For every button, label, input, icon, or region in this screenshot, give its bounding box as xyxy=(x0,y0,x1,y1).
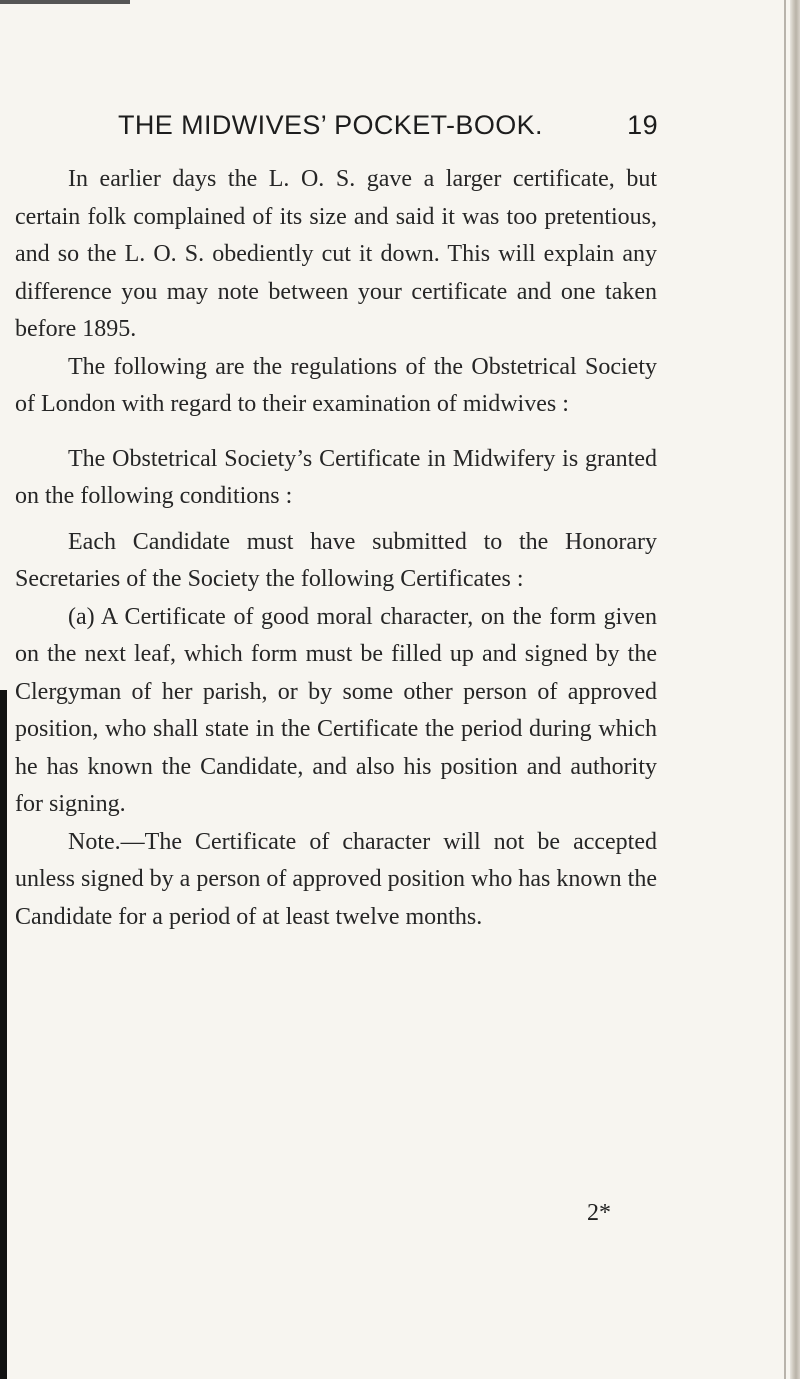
paragraph-candidate-submission: Each Candidate must have submitted to the Honorary Secretaries of the Society the following Certificates : xyxy=(15,528,657,592)
page-number: 19 xyxy=(627,110,658,140)
page-edge-left xyxy=(0,690,7,1379)
running-title: THE MIDWIVES’ POCKET-BOOK. xyxy=(118,110,543,140)
page-edge-top xyxy=(0,0,130,4)
body-text xyxy=(15,161,657,936)
running-header xyxy=(118,110,658,150)
paragraph-note: Note.—The Certificate of character will not be accepted unless signed by a person of approved position who has known the Candidate for a period of at least twelve months. xyxy=(15,828,657,930)
paragraph-earlier-days: In earlier days the L. O. S. gave a larger certificate, but certain folk complained of its size and said it was too pretentious, and so the L. O. S. obediently cut it down. This will explain any difference you may note between your certificate and one taken before 1895. xyxy=(15,166,657,342)
paragraph-regulations-intro: The following are the regulations of the Obstetrical Society of London with regard to their examination of midwives : xyxy=(15,353,657,417)
paragraph-certificate-conditions: The Obstetrical Society’s Certificate in Midwifery is granted on the following conditions : xyxy=(15,445,657,509)
page-fold-line xyxy=(784,0,786,1379)
signature-mark: 2* xyxy=(587,1200,611,1226)
page-edge-right xyxy=(790,0,800,1379)
paragraph-moral-character: (a) A Certificate of good moral character, on the form given on the next leaf, which form must be filled up and signed by the Clergyman of her parish, or by some other person of approved position, who shall state in the Certificate the period during which he has known the Candidate, and also his position and authority for signing. xyxy=(15,603,657,817)
